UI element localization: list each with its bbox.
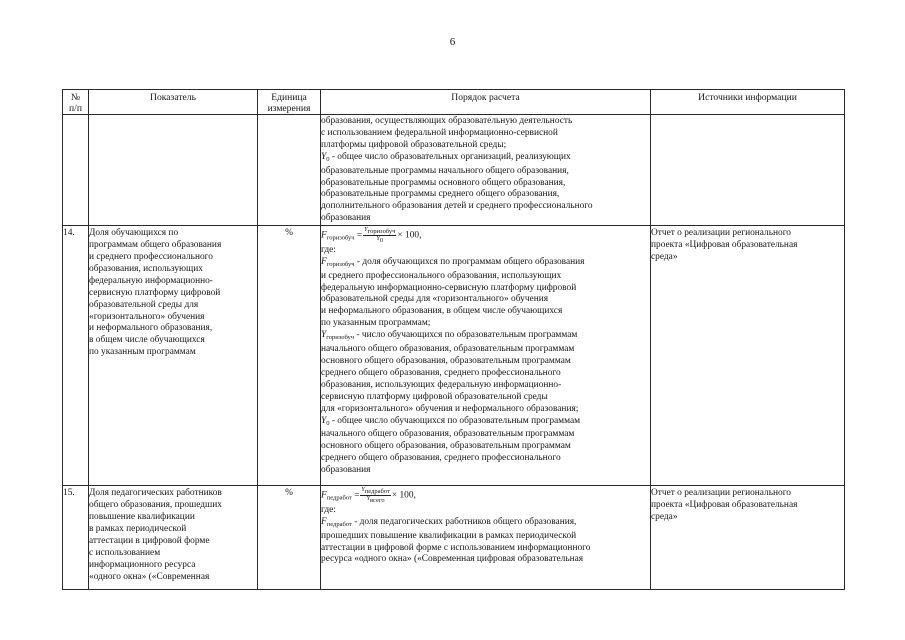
row15-num: 15. bbox=[63, 486, 89, 590]
calc-line: образования, осуществляющих образовательную деятельность bbox=[321, 116, 573, 126]
formula-numerator bbox=[363, 227, 396, 236]
calc-line: образования bbox=[321, 465, 371, 476]
cont-num-cell bbox=[63, 115, 89, 226]
calc-line: сервисную платформу цифровой образовательной среды bbox=[321, 391, 548, 402]
indicator-line: федеральную информационно- bbox=[89, 275, 213, 286]
table-row-14 bbox=[63, 226, 845, 486]
formula-tail: × 100, bbox=[397, 230, 422, 241]
denominator-sub: 0 bbox=[379, 237, 384, 245]
calc-line bbox=[321, 416, 650, 430]
row15-sources bbox=[651, 486, 845, 590]
symbol-sub: педработ bbox=[326, 520, 352, 528]
calc-line-text: - число обучающихся по образовательным программам bbox=[356, 330, 578, 341]
calc-line-text: - общее число образовательных организаций, реализующих bbox=[331, 151, 571, 162]
denominator-symbol: Y bbox=[376, 236, 380, 243]
calc-line-text: - общее число обучающихся по образовательным программам bbox=[331, 415, 581, 426]
header-calc: Порядок расчета bbox=[321, 90, 651, 115]
calc-line: и неформального образования, в общем числе обучающихся bbox=[321, 306, 563, 317]
symbol-f: F bbox=[321, 256, 327, 267]
where-label: где: bbox=[321, 244, 336, 255]
formula-lhs-symbol: F bbox=[321, 230, 327, 241]
calc-line: образовательные программы основного общего образования, bbox=[321, 177, 566, 188]
calc-line: с использованием федеральной информационно-сервисной bbox=[321, 127, 558, 138]
row14-calc bbox=[321, 226, 651, 486]
calc-line: образования, использующих федеральную информационно- bbox=[321, 379, 562, 390]
formula-tail: × 100, bbox=[391, 490, 416, 501]
indicator-line: образования, использующих bbox=[89, 263, 203, 274]
header-num-line1: № bbox=[70, 92, 81, 103]
calc-line: основного общего образования, образовательным программам bbox=[321, 355, 571, 366]
row15-indicator bbox=[89, 486, 258, 590]
header-num-line2: п/п bbox=[69, 103, 82, 114]
calc-line: аттестации в цифровой форме с использованием информационного bbox=[321, 542, 591, 553]
calc-line bbox=[321, 152, 650, 166]
calc-line bbox=[321, 257, 650, 271]
calc-line: образования bbox=[321, 213, 371, 224]
cont-calc-cell bbox=[321, 115, 651, 226]
calc-line: дополнительного образования детей и среднего профессионального bbox=[321, 201, 593, 212]
formula-denominator bbox=[360, 496, 390, 504]
indicator-line: повышение квалификации bbox=[89, 511, 195, 522]
calc-line: среднего общего образования, среднего профессионального bbox=[321, 367, 561, 378]
calc-line: образовательные программы начального общего образования, bbox=[321, 165, 569, 176]
denominator-symbol: Y bbox=[366, 496, 370, 503]
symbol-y: Y bbox=[321, 415, 327, 426]
indicator-line: с использованием bbox=[89, 547, 161, 558]
indicator-line: общего образования, прошедших bbox=[89, 500, 222, 511]
cont-sources-cell bbox=[651, 115, 845, 226]
calc-line: ресурса «одного окна» («Современная цифровая образовательная bbox=[321, 554, 584, 565]
calc-line: начального общего образования, образовательным программам bbox=[321, 429, 575, 440]
header-indicator: Показатель bbox=[89, 90, 258, 115]
symbol-sub: горизобуч bbox=[326, 334, 355, 342]
formula-lhs-sub: педработ bbox=[326, 494, 352, 502]
indicator-line: «одного окна» («Современная bbox=[89, 571, 210, 582]
indicator-line: сервисную платформу цифровой bbox=[89, 287, 221, 298]
formula-15: $F_{педработ}$ = $\frac{Y_{педработ}}{Y_{всего}}$ × 100, bbox=[321, 487, 416, 505]
indicator-line: программам общего образования bbox=[89, 240, 222, 251]
formula-fraction bbox=[363, 227, 396, 244]
indicator-line: «горизонтального» обучения bbox=[89, 311, 205, 322]
indicator-line: в общем числе обучающихся bbox=[89, 335, 205, 346]
sources-line: среда» bbox=[651, 251, 678, 262]
calc-line: платформы цифровой образовательной среды; bbox=[321, 139, 507, 150]
header-unit-line2: измерения bbox=[267, 103, 311, 114]
symbol-y: Y bbox=[321, 151, 327, 162]
symbol-sub: 0 bbox=[326, 155, 330, 163]
where-label: где: bbox=[321, 504, 336, 515]
formula-numerator bbox=[360, 487, 390, 496]
calc-line: для «горизонтального» обучения и неформального образования; bbox=[321, 403, 579, 414]
numerator-symbol: Y bbox=[361, 487, 365, 494]
indicator-line: образовательной среды для bbox=[89, 299, 199, 310]
calc-line: образовательные программы среднего общего образования, bbox=[321, 189, 560, 200]
calc-line-text: - доля обучающихся по программам общего образования bbox=[356, 256, 585, 267]
header-num bbox=[63, 90, 89, 115]
calc-line-text: - доля педагогических работников общего образования, bbox=[354, 516, 577, 527]
sources-line: Отчет о реализации регионального bbox=[651, 228, 791, 239]
page-number: 6 bbox=[449, 36, 456, 48]
row14-sources bbox=[651, 226, 845, 486]
indicator-line: и неформального образования, bbox=[89, 323, 213, 334]
numerator-sub: горизобуч bbox=[367, 228, 396, 236]
header-unit-line1: Единица bbox=[271, 92, 307, 103]
calc-line: по указанным программам; bbox=[321, 318, 431, 329]
indicator-line: Доля педагогических работников bbox=[89, 488, 222, 499]
sources-line: Отчет о реализации регионального bbox=[651, 488, 791, 499]
formula-denominator bbox=[363, 236, 396, 244]
calc-line: начального общего образования, образовательным программам bbox=[321, 344, 575, 355]
calc-line: основного общего образования, образовательным программам bbox=[321, 441, 571, 452]
header-unit bbox=[258, 90, 321, 115]
indicator-line: Доля обучающихся по bbox=[89, 228, 179, 239]
denominator-sub: всего bbox=[369, 497, 385, 505]
row15-unit: % bbox=[258, 486, 321, 590]
header-sources: Источники информации bbox=[651, 90, 845, 115]
symbol-sub: горизобуч bbox=[326, 260, 355, 268]
formula-14: $F_{горизобуч}$ = $\frac{Y_{горизобуч}}{Y_0}$ × 100, bbox=[321, 227, 422, 245]
row14-num: 14. bbox=[63, 226, 89, 486]
calc-line: прошедших повышение квалификации в рамках периодической bbox=[321, 530, 577, 541]
calc-line: и среднего профессионального образования, использующих bbox=[321, 270, 562, 281]
row14-unit: % bbox=[258, 226, 321, 486]
sources-line: проекта «Цифровая образовательная bbox=[651, 240, 798, 251]
symbol-sub: 0 bbox=[326, 419, 330, 427]
cont-unit-cell bbox=[258, 115, 321, 226]
indicator-line: по указанным программам bbox=[89, 347, 196, 358]
table-row-continuation bbox=[63, 115, 845, 226]
symbol-y: Y bbox=[321, 330, 327, 341]
calc-line bbox=[321, 330, 650, 344]
calc-line: образовательной среды для «горизонтального» обучения bbox=[321, 294, 549, 305]
numerator-sub: педработ bbox=[364, 488, 390, 496]
numerator-symbol: Y bbox=[364, 227, 368, 234]
indicators-table bbox=[62, 89, 845, 590]
indicator-line: информационного ресурса bbox=[89, 559, 196, 570]
indicator-line: в рамках периодической bbox=[89, 523, 187, 534]
formula-fraction bbox=[360, 487, 390, 504]
cont-indicator-cell bbox=[89, 115, 258, 226]
row15-calc bbox=[321, 486, 651, 590]
indicator-line: и среднего профессионального bbox=[89, 251, 213, 262]
indicator-line: аттестации в цифровой форме bbox=[89, 535, 210, 546]
sources-line: среда» bbox=[651, 511, 678, 522]
sources-line: проекта «Цифровая образовательная bbox=[651, 500, 798, 511]
formula-lhs-symbol: F bbox=[321, 490, 327, 501]
symbol-f: F bbox=[321, 516, 327, 527]
formula-lhs-sub: горизобуч bbox=[326, 234, 355, 242]
row14-indicator bbox=[89, 226, 258, 486]
table-row-15 bbox=[63, 486, 845, 590]
calc-line: среднего общего образования, среднего профессионального bbox=[321, 453, 561, 464]
table-header-row bbox=[63, 90, 845, 115]
calc-line: федеральную информационно-сервисную платформу цифровой bbox=[321, 282, 577, 293]
calc-line bbox=[321, 517, 650, 531]
